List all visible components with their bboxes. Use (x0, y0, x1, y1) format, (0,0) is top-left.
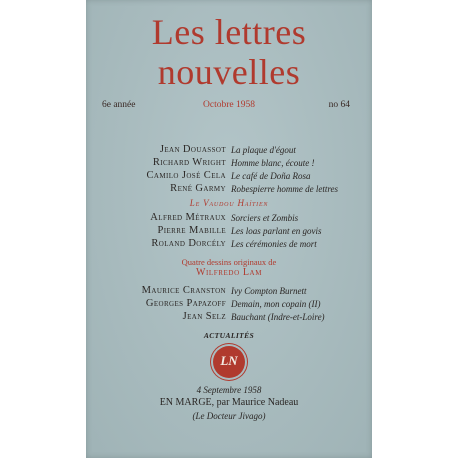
contents-entry (86, 157, 372, 169)
entry-author: Camilo José Cela (146, 170, 226, 181)
entry-work: Demain, mon copain (II) (231, 299, 321, 309)
contents-entry (86, 311, 372, 323)
drawings-note: Quatre dessins originaux de (181, 257, 277, 267)
contents-entry (86, 183, 372, 195)
year-label: 6e année (102, 100, 136, 110)
entry-author: Roland Dorcély (151, 238, 226, 249)
issue-date: Octobre 1958 (203, 100, 255, 110)
contents-entry (86, 298, 372, 310)
footer-subtitle: (Le Docteur Jivago) (192, 411, 266, 421)
contents-entry (86, 238, 372, 250)
entry-work: Les loas parlant en govis (231, 226, 322, 236)
book-cover (86, 0, 372, 458)
cover-title-line-2: nouvelles (157, 52, 301, 92)
contents-entry (86, 285, 372, 297)
section-title: Le Vaudou Haïtien (189, 198, 269, 208)
entry-author: Richard Wright (152, 157, 226, 168)
contents-entry (86, 225, 372, 237)
contents-entry (86, 144, 372, 156)
entry-author: Georges Papazoff (145, 298, 226, 309)
ln-logo (213, 346, 245, 378)
footer-marge: EN MARGE, par Maurice Nadeau (159, 397, 299, 408)
entry-author: Jean Selz (182, 311, 226, 322)
actualites-heading: ACTUALITÉS (203, 331, 255, 340)
entry-author: Maurice Cranston (141, 285, 226, 296)
contents-entry (86, 212, 372, 224)
entry-work: Ivy Compton Burnett (231, 286, 307, 296)
entry-work: Sorciers et Zombis (231, 213, 299, 223)
issue-number: no 64 (328, 100, 350, 110)
entry-work: Les cérémonies de mort (231, 239, 317, 249)
entry-work: Homme blanc, écoute ! (231, 158, 315, 168)
ln-logo-text: LN (220, 353, 238, 368)
contents-entry (86, 170, 372, 182)
entry-work: Robespierre homme de lettres (231, 184, 339, 194)
cover-title-line-1: Les lettres (151, 12, 307, 52)
entry-author: Alfred Métraux (150, 212, 226, 223)
entry-author: René Garmy (170, 183, 226, 194)
entry-author: Pierre Mabille (157, 225, 226, 236)
footer-date: 4 Septembre 1958 (196, 385, 262, 395)
entry-work: La plaque d'égout (231, 145, 296, 155)
entry-author: Jean Douassot (159, 144, 226, 155)
entry-work: Bauchant (Indre-et-Loire) (231, 312, 325, 322)
entry-work: Le café de Doña Rosa (231, 171, 311, 181)
drawings-artist: Wilfredo Lam (195, 267, 263, 278)
